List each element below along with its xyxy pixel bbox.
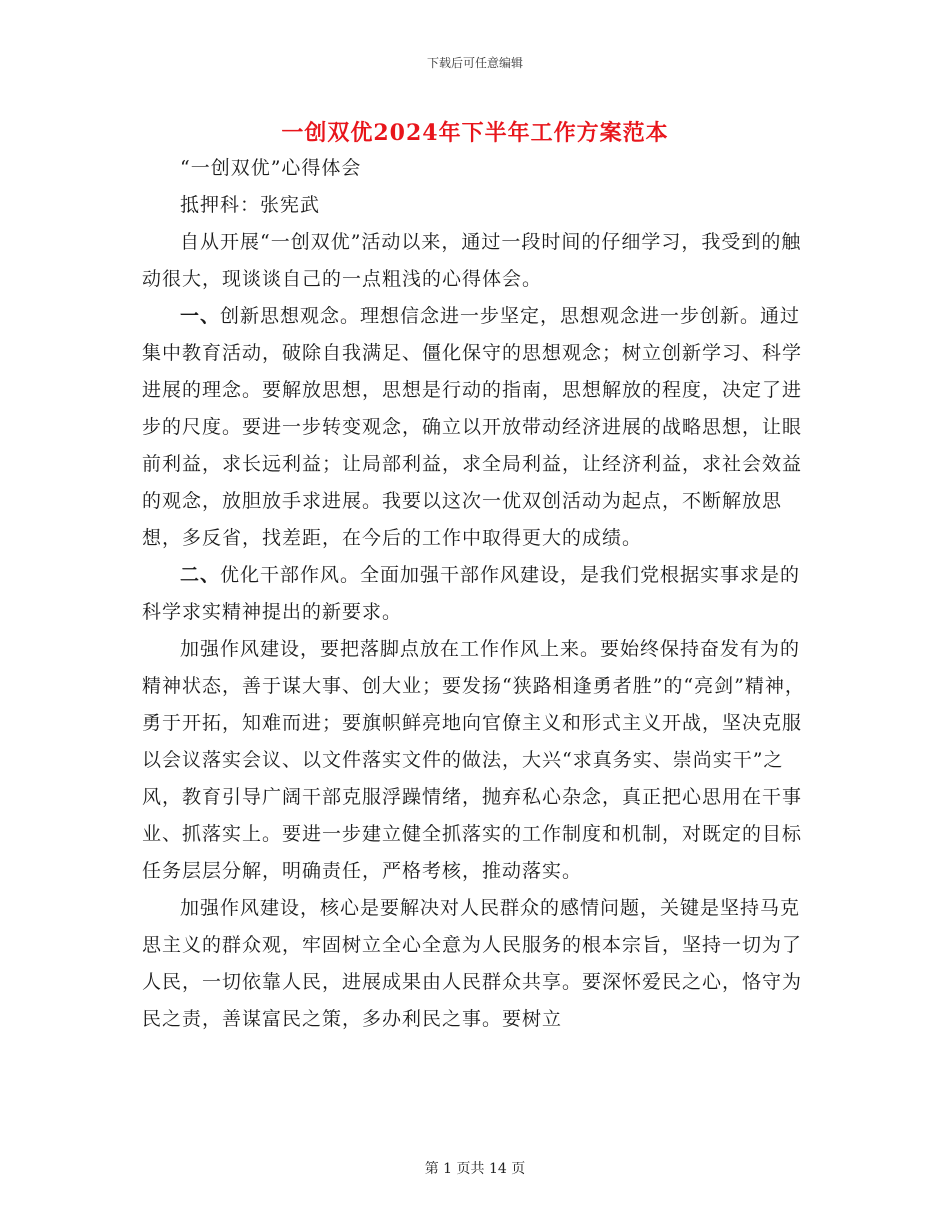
paragraph <box>142 631 814 890</box>
page-number: 第 1 页共 14 页 <box>424 1161 526 1177</box>
document-body <box>142 150 814 1038</box>
paragraph-text: 优化干部作风。全面加强干部作风建设，是我们党根据实事求是的科学求实精神提出的新要求。 <box>142 564 801 623</box>
paragraph <box>142 557 814 631</box>
document-title: 一创双优2024年下半年工作方案范本 <box>281 120 669 146</box>
paragraph-text: 加强作风建设，要把落脚点放在工作作风上来。要始终保持奋发有为的精神状态，善于谋大事、创大业；要发扬“狭路相逢勇者胜”的“亮剑”精神，勇于开拓，知难而进；要旗帜鲜亮地向官僚主义和形式主义开战，坚决克服以会议落实会议、以文件落实文件的做法，大兴“求真务实、崇尚实干”之风，教育引导广阔干部克服浮躁情绪，抛弃私心杂念，真正把心思用在干事业、抓落实上。要进一步建立健全抓落实的工作制度和机制，对既定的目标任务层层分解，明确责任，严格考核，推动落实。 <box>142 638 805 882</box>
paragraph-lead: 二、 <box>180 564 221 586</box>
author-line: 抵押科：张宪武 <box>180 194 321 216</box>
paragraph-text: 自从开展“一创双优”活动以来，通过一段时间的仔细学习，我受到的触动很大，现谈谈自己的一点粗浅的心得体会。 <box>142 231 802 290</box>
header-note: 下载后可任意编辑 <box>426 56 523 70</box>
paragraph-lead: 一、 <box>180 305 221 327</box>
paragraph-text: 加强作风建设，核心是要解决对人民群众的感情问题，关键是坚持马克思主义的群众观，牢固树立全心全意为人民服务的根本宗旨，坚持一切为了人民，一切依靠人民，进展成果由人民群众共享。要深怀爱民之心，恪守为民之责，善谋富民之策，多办利民之事。要树立 <box>142 897 803 1030</box>
paragraph <box>142 224 814 298</box>
subtitle: “一创双优”心得体会 <box>180 157 362 179</box>
paragraph-text: 创新思想观念。理想信念进一步坚定，思想观念进一步创新。通过集中教育活动，破除自我满足、僵化保守的思想观念；树立创新学习、科学进展的理念。要解放思想，思想是行动的指南，思想解放的程度，决定了进步的尺度。要进一步转变观念，确立以开放带动经济进展的战略思想，让眼前利益，求长远利益；让局部利益，求全局利益，让经济利益，求社会效益的观念，放胆放手求进展。我要以这次一优双创活动为起点，不断解放思想，多反省，找差距，在今后的工作中取得更大的成绩。 <box>142 305 803 549</box>
paragraph <box>142 890 814 1038</box>
paragraph <box>142 298 814 557</box>
